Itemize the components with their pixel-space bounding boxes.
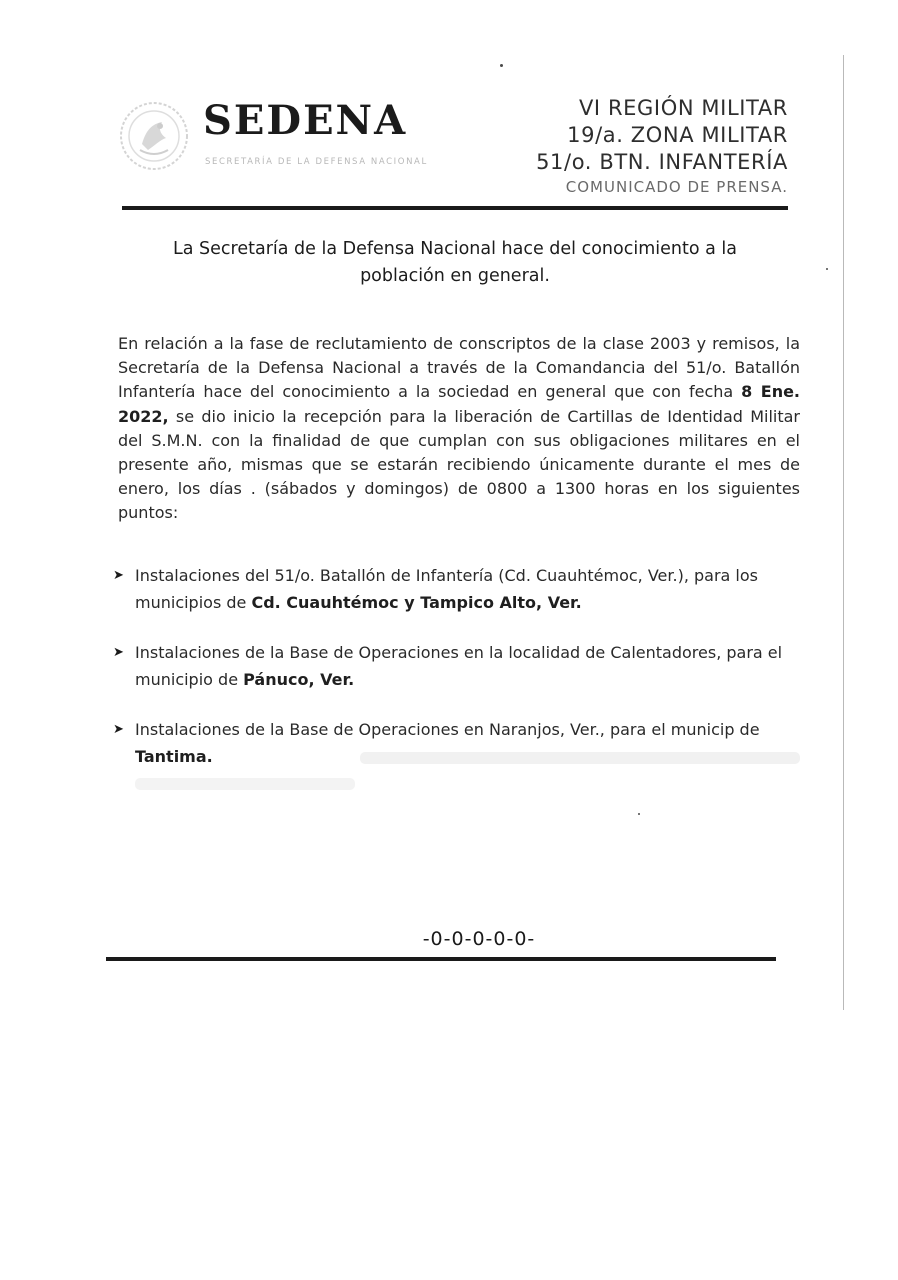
list-item-municipality: Pánuco, Ver. xyxy=(243,670,355,689)
list-item-text: Instalaciones de la Base de Operaciones en la localidad de Calentadores, para el municipio de xyxy=(135,643,783,689)
brand-title: SEDENA xyxy=(203,97,408,144)
faded-text-residue xyxy=(135,748,805,796)
list-item-text: Instalaciones de la Base de Operaciones en Naranjos, Ver., para el municip de xyxy=(135,720,760,739)
closing-mark: -0-0-0-0-0- xyxy=(422,928,536,950)
paragraph-intro: En relación a la fase de reclutamiento de conscriptos de la clase 2003 y remisos, la Secretaría de la Defensa Nacional a través de la Comandancia del 51/o. Batallón Infantería hace del conocimiento a la sociedad en general que con fecha xyxy=(118,334,800,402)
unit-line-zone: 19/a. ZONA MILITAR xyxy=(567,123,788,147)
scan-speck xyxy=(500,64,503,67)
unit-line-battalion: 51/o. BTN. INFANTERÍA xyxy=(536,150,788,174)
unit-block xyxy=(536,95,788,198)
list-item-municipality: Tantima. xyxy=(135,747,213,766)
list-item xyxy=(113,562,813,616)
scan-edge-line xyxy=(843,55,844,1010)
arrow-bullet-icon: ➤ xyxy=(113,645,124,660)
list-item xyxy=(113,639,813,693)
arrow-bullet-icon: ➤ xyxy=(113,568,124,583)
scan-speck xyxy=(826,268,828,270)
title-line-1: La Secretaría de la Defensa Nacional hace del conocimiento a la xyxy=(173,239,737,259)
list-item-municipality: Cd. Cuauhtémoc y Tampico Alto, Ver. xyxy=(251,593,582,612)
body-paragraph xyxy=(118,332,800,526)
document-title xyxy=(115,236,795,290)
footer-rule xyxy=(106,957,776,961)
header-rule xyxy=(122,206,788,210)
title-line-2: población en general. xyxy=(360,266,550,286)
unit-line-region: VI REGIÓN MILITAR xyxy=(578,96,788,120)
press-release-label: COMUNICADO DE PRENSA. xyxy=(565,178,788,196)
brand-subtitle: SECRETARÍA DE LA DEFENSA NACIONAL xyxy=(205,157,428,167)
arrow-bullet-icon: ➤ xyxy=(113,722,124,737)
scan-speck xyxy=(638,813,640,815)
national-seal-icon xyxy=(118,100,190,172)
paragraph-rest: se dio inicio la recepción para la liberación de Cartillas de Identidad Militar del S.M.N. con la finalidad de que cumplan con sus obligaciones militares en el presente año, mismas que se estarán recibiendo únicamente durante el mes de enero, los días . (sábados y domingos) de 0800 a 1300 horas en los siguientes puntos: xyxy=(118,406,800,523)
paragraph-date: 8 Ene. 2022, xyxy=(118,382,801,426)
list-item-text: Instalaciones del 51/o. Batallón de Infantería (Cd. Cuauhtémoc, Ver.), para los municipios de xyxy=(135,566,758,612)
